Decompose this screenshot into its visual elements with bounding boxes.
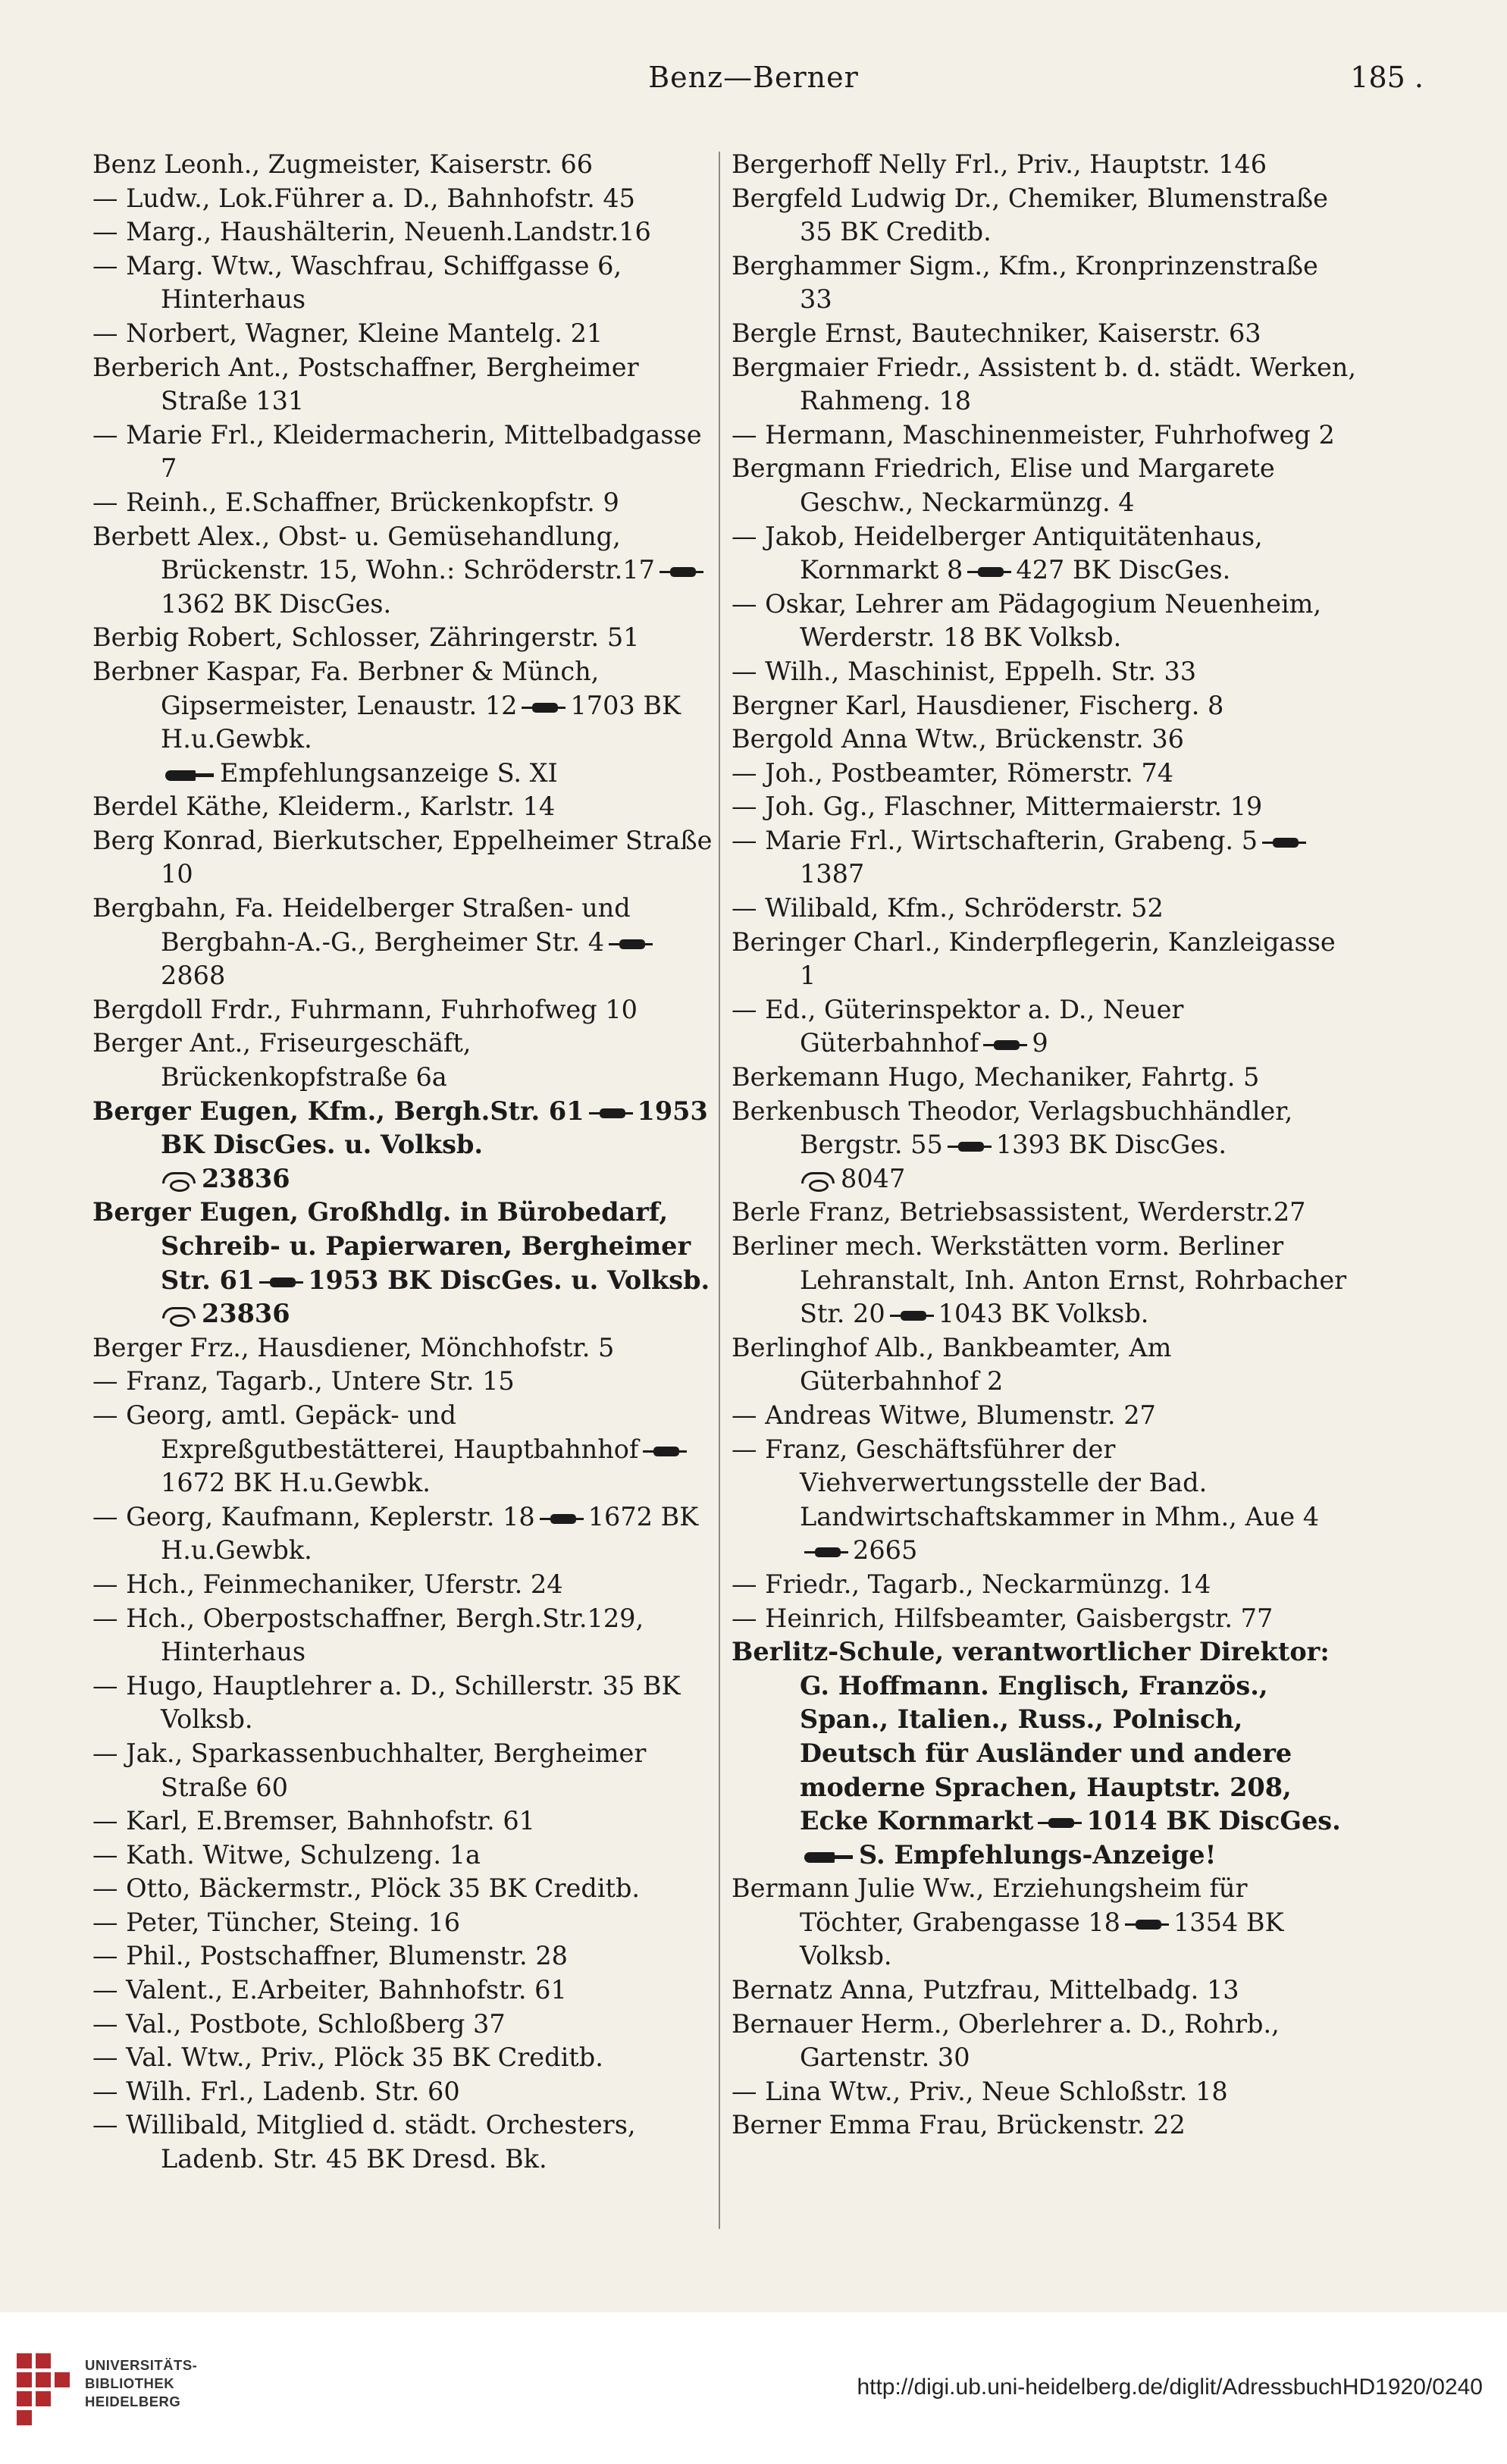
entry-text: — Valent., E.Arbeiter, Bahnhofstr. 61 xyxy=(92,1975,567,2005)
entry-text: — Marg. Wtw., Waschfrau, Schiffgasse 6, Hinterhaus xyxy=(92,250,622,315)
directory-entry xyxy=(92,892,718,993)
entry-phone: 1043 BK Volksb. xyxy=(938,1299,1149,1329)
entry-text: — Hugo, Hauptlehrer a. D., Schillerstr. 35 BK Volksb. xyxy=(92,1670,681,1735)
directory-entry xyxy=(92,486,718,520)
entry-text: Berbett Alex., Obst- u. Gemüsehandlung, Brückenstr. 15, Wohn.: Schröderstr.17 xyxy=(92,521,655,585)
directory-entry xyxy=(732,1602,1357,1636)
directory-entry xyxy=(732,2008,1357,2075)
entry-text: Berliner mech. Werkstätten vorm. Berliner Lehranstalt, Inh. Anton Ernst, Rohrbacher Str. 20 xyxy=(732,1231,1347,1329)
directory-entry xyxy=(732,317,1357,351)
directory-entry xyxy=(732,1061,1357,1095)
entry-text: — Otto, Bäckermstr., Plöck 35 BK Creditb. xyxy=(92,1873,641,1904)
entry-text: Bergbahn, Fa. Heidelberger Straßen- und Bergbahn-A.-G., Bergheimer Str. 4 xyxy=(92,893,631,957)
entry-text: Bernauer Herm., Oberlehrer a. D., Rohrb., Gartenstr. 30 xyxy=(732,2008,1280,2073)
entry-text: — Norbert, Wagner, Kleine Mantelg. 21 xyxy=(92,318,603,348)
entry-text: — Kath. Witwe, Schulzeng. 1a xyxy=(92,1839,481,1870)
telephone-symbol-icon xyxy=(1125,1917,1169,1932)
entry-text: — Joh., Postbeamter, Römerstr. 74 xyxy=(732,757,1174,788)
entry-text: Bergmaier Friedr., Assistent b. d. städt. Werken, Rahmeng. 18 xyxy=(732,352,1357,416)
directory-entry xyxy=(92,1196,718,1331)
directory-entry xyxy=(92,2008,718,2042)
directory-entry xyxy=(732,993,1357,1061)
entry-text: Bergle Ernst, Bautechniker, Kaiserstr. 63 xyxy=(732,318,1261,348)
telephone-symbol-icon xyxy=(660,564,703,579)
directory-entry xyxy=(92,2041,718,2075)
entry-phone: 2665 xyxy=(853,1535,918,1566)
handset-icon xyxy=(800,1171,835,1190)
entry-text: — Andreas Witwe, Blumenstr. 27 xyxy=(732,1400,1156,1430)
entry-text: — Franz, Tagarb., Untere Str. 15 xyxy=(92,1366,515,1397)
directory-entry xyxy=(92,1568,718,1602)
entry-text: Berghammer Sigm., Kfm., Kronprinzenstraße 33 xyxy=(732,250,1318,315)
entry-phone: 1703 BK H.u.Gewbk. xyxy=(161,690,681,754)
entry-text: — Hermann, Maschinenmeister, Fuhrhofweg 2 xyxy=(732,419,1335,450)
directory-entry xyxy=(732,1973,1357,2008)
directory-entry xyxy=(92,215,718,249)
telephone-symbol-icon xyxy=(948,1139,992,1154)
directory-entry xyxy=(732,655,1357,689)
entry-text: Berger Eugen, Großhdlg. in Bürobedarf, Schreib- u. Papierwaren, Bergheimer Str. 61 xyxy=(92,1197,691,1295)
telephone-symbol-icon xyxy=(609,936,653,951)
entry-text: — Georg, Kaufmann, Keplerstr. 18 xyxy=(92,1501,535,1531)
entry-text: — Franz, Geschäftsführer der Viehverwertungsstelle der Bad. Landwirtschaftskammer in Mhm., Aue 4 xyxy=(732,1434,1320,1531)
directory-entry xyxy=(92,2075,718,2109)
entry-text: Bergmann Friedrich, Elise und Margarete Geschw., Neckarmünzg. 4 xyxy=(732,453,1275,517)
directory-entry xyxy=(92,1500,718,1568)
telephone-symbol-icon xyxy=(967,564,1011,579)
directory-entry xyxy=(92,1399,718,1500)
directory-entry xyxy=(732,520,1357,588)
directory-entry xyxy=(732,689,1357,723)
directory-entry xyxy=(92,351,718,419)
entry-text: — Val., Postbote, Schloßberg 37 xyxy=(92,2008,506,2039)
entry-text: — Wilibald, Kfm., Schröderstr. 52 xyxy=(732,893,1164,923)
entry-text: Bernatz Anna, Putzfrau, Mittelbadg. 13 xyxy=(732,1975,1239,2005)
entry-text: Bergfeld Ludwig Dr., Chemiker, Blumenstraße 35 BK Creditb. xyxy=(732,183,1329,247)
entry-text: Berger Eugen, Kfm., Bergh.Str. 61 xyxy=(92,1096,584,1126)
directory-entry xyxy=(732,351,1357,419)
entry-text: Berberich Ant., Postschaffner, Bergheimer Straße 131 xyxy=(92,352,639,416)
entry-text: — Karl, E.Bremser, Bahnhofstr. 61 xyxy=(92,1806,535,1836)
entry-phone: 1387 xyxy=(800,859,865,889)
page-number: 185 . xyxy=(1350,61,1424,94)
directory-entry xyxy=(732,824,1357,892)
entry-text: — Val. Wtw., Priv., Plöck 35 BK Creditb. xyxy=(92,2042,603,2073)
entry-text: Berbig Robert, Schlosser, Zähringerstr. 51 xyxy=(92,622,640,653)
running-head: Benz—Berner xyxy=(648,61,859,94)
entry-phone: 1014 BK DiscGes. xyxy=(1086,1806,1341,1836)
entry-text: — Oskar, Lehrer am Pädagogium Neuenheim, Werderstr. 18 BK Volksb. xyxy=(732,588,1322,653)
directory-entry xyxy=(92,824,718,892)
source-url-link[interactable]: http://digi.ub.uni-heidelberg.de/diglit/AdressbuchHD1920/0240 xyxy=(857,2375,1483,2400)
entry-text: Berle Franz, Betriebsassistent, Werderstr.27 xyxy=(732,1197,1306,1227)
library-name: UNIVERSITÄTS- BIBLIOTHEK HEIDELBERG xyxy=(85,2357,198,2409)
entry-text: — Heinrich, Hilfsbeamter, Gaisbergstr. 77 xyxy=(732,1603,1274,1633)
entry-phone: 1953 BK DiscGes. u. Volksb. xyxy=(308,1265,710,1295)
entry-text: — Friedr., Tagarb., Neckarmünzg. 14 xyxy=(732,1569,1211,1599)
directory-entry xyxy=(92,1973,718,2008)
entry-text: Berlitz-Schule, verantwortlicher Direktor: G. Hoffmann. Englisch, Französ., Span., Italien., Russ., Polnisch, Deutsch für Ausländer und andere moderne Sprachen, Hauptstr. 208, Ecke Kornmarkt xyxy=(732,1637,1330,1836)
entry-text: — Georg, amtl. Gepäck- und Expreßgutbestätterei, Hauptbahnhof xyxy=(92,1400,639,1464)
telephone-symbol-icon xyxy=(522,700,566,715)
pointing-hand-icon xyxy=(161,765,214,785)
entry-text: Berg Konrad, Bierkutscher, Eppelheimer Straße 10 xyxy=(92,825,713,889)
entry-text: — Marie Frl., Kleidermacherin, Mittelbadgasse 7 xyxy=(92,419,702,484)
directory-entry xyxy=(92,148,718,182)
directory-entry xyxy=(732,926,1357,993)
directory-entry xyxy=(732,1433,1357,1568)
directory-entry xyxy=(92,1804,718,1839)
entry-phone: 9 xyxy=(1032,1028,1048,1058)
directory-entry xyxy=(92,1331,718,1365)
entry-text: — Hch., Oberpostschaffner, Bergh.Str.129, Hinterhaus xyxy=(92,1603,644,1667)
telephone-symbol-icon xyxy=(589,1105,633,1121)
telephone-symbol-icon xyxy=(1038,1815,1082,1830)
entry-text: Bergold Anna Wtw., Brückenstr. 36 xyxy=(732,724,1184,754)
directory-entry xyxy=(92,993,718,1027)
telephone-symbol-icon xyxy=(259,1274,303,1290)
entry-phone: 1953 BK DiscGes. u. Volksb. xyxy=(161,1096,708,1160)
entry-text: Berkenbusch Theodor, Verlagsbuchhändler, Bergstr. 55 xyxy=(732,1096,1293,1160)
directory-entry xyxy=(92,520,718,622)
entry-phone: 1672 BK H.u.Gewbk. xyxy=(161,1501,699,1566)
directory-entry xyxy=(732,452,1357,519)
entry-text: Beringer Charl., Kinderpflegerin, Kanzleigasse 1 xyxy=(732,926,1336,991)
directory-entry xyxy=(92,1095,718,1196)
directory-entry xyxy=(92,249,718,317)
directory-entry xyxy=(92,2108,718,2176)
directory-entry xyxy=(732,148,1357,182)
entry-phone: 1393 BK DiscGes. xyxy=(995,1130,1227,1160)
telephone-symbol-icon xyxy=(643,1444,687,1459)
entry-tel: 8047 xyxy=(841,1163,906,1193)
entry-text: Berger Frz., Hausdiener, Mönchhofstr. 5 xyxy=(92,1332,615,1362)
entry-text: — Jak., Sparkassenbuchhalter, Bergheimer Straße 60 xyxy=(92,1738,647,1802)
directory-entry xyxy=(732,419,1357,453)
directory-entry xyxy=(92,1737,718,1804)
telephone-symbol-icon xyxy=(1262,835,1306,850)
directory-entry xyxy=(92,1872,718,1906)
directory-entry xyxy=(92,1602,718,1669)
entry-text: — Jakob, Heidelberger Antiquitätenhaus, Kornmarkt 8 xyxy=(732,521,1263,585)
directory-entry xyxy=(92,1839,718,1873)
directory-entry xyxy=(92,182,718,216)
directory-entry xyxy=(732,2108,1357,2143)
entry-text: — Reinh., E.Schaffner, Brückenkopfstr. 9 xyxy=(92,487,619,517)
directory-entry xyxy=(92,419,718,486)
column-divider xyxy=(719,152,720,2229)
telephone-symbol-icon xyxy=(890,1308,934,1323)
directory-entry xyxy=(92,1906,718,1940)
entry-reference: S. Empfehlungs-Anzeige! xyxy=(859,1839,1217,1870)
entry-text: Berlinghof Alb., Bankbeamter, Am Güterbahnhof 2 xyxy=(732,1332,1172,1397)
entry-text: — Wilh. Frl., Ladenb. Str. 60 xyxy=(92,2076,460,2106)
entry-phone: 427 BK DiscGes. xyxy=(1016,555,1231,585)
handset-icon xyxy=(161,1306,196,1325)
directory-entry xyxy=(732,757,1357,791)
directory-entry xyxy=(732,1196,1357,1230)
entry-text: Bergerhoff Nelly Frl., Priv., Hauptstr. 146 xyxy=(732,149,1267,179)
entry-phone: 1354 BK Volksb. xyxy=(800,1907,1284,1971)
entry-text: Berkemann Hugo, Mechaniker, Fahrtg. 5 xyxy=(732,1062,1260,1092)
directory-entry xyxy=(732,1872,1357,1973)
directory-entry xyxy=(92,621,718,655)
footer-bar xyxy=(0,2312,1507,2464)
entry-text: Bermann Julie Ww., Erziehungsheim für Töchter, Grabengasse 18 xyxy=(732,1873,1248,1937)
entry-text: Berbner Kaspar, Fa. Berbner & Münch, Gipsermeister, Lenaustr. 12 xyxy=(92,656,600,720)
entry-text: — Ludw., Lok.Führer a. D., Bahnhofstr. 45 xyxy=(92,183,635,213)
directory-entry xyxy=(92,1027,718,1094)
telephone-symbol-icon xyxy=(804,1544,848,1560)
entry-text: Berdel Käthe, Kleiderm., Karlstr. 14 xyxy=(92,792,556,822)
entry-phone: 2868 xyxy=(161,961,226,991)
directory-entry xyxy=(732,1230,1357,1331)
entry-text: Berner Emma Frau, Brückenstr. 22 xyxy=(732,2110,1186,2140)
entry-text: — Peter, Tüncher, Steing. 16 xyxy=(92,1907,461,1937)
entry-text: — Phil., Postschaffner, Blumenstr. 28 xyxy=(92,1941,568,1971)
entry-text: — Ed., Güterinspektor a. D., Neuer Güterbahnhof xyxy=(732,994,1184,1058)
directory-entry xyxy=(92,655,718,790)
entry-text: Bergner Karl, Hausdiener, Fischerg. 8 xyxy=(732,690,1224,720)
entry-text: — Joh. Gg., Flaschner, Mittermaierstr. 19 xyxy=(732,792,1263,822)
directory-entry xyxy=(732,249,1357,317)
page-header xyxy=(0,61,1507,114)
pointing-hand-icon xyxy=(800,1847,853,1867)
entry-text: — Wilh., Maschinist, Eppelh. Str. 33 xyxy=(732,656,1197,686)
directory-entry xyxy=(92,1365,718,1399)
directory-entry xyxy=(732,790,1357,824)
directory-entry xyxy=(732,1331,1357,1399)
entry-text: — Willibald, Mitglied d. städt. Orchesters, Ladenb. Str. 45 BK Dresd. Bk. xyxy=(92,2110,636,2174)
entry-text: — Lina Wtw., Priv., Neue Schloßstr. 18 xyxy=(732,2076,1228,2106)
entry-tel: 23836 xyxy=(202,1163,290,1193)
directory-entry xyxy=(732,723,1357,757)
entry-phone: 1672 BK H.u.Gewbk. xyxy=(161,1468,431,1498)
directory-entry xyxy=(732,892,1357,926)
entry-phone: 1362 BK DiscGes. xyxy=(161,588,392,619)
directory-entry xyxy=(732,1635,1357,1872)
directory-entry xyxy=(92,790,718,824)
directory-entry xyxy=(732,1568,1357,1602)
directory-entry xyxy=(92,317,718,351)
directory-entry xyxy=(732,1095,1357,1196)
entry-text: — Marg., Haushälterin, Neuenh.Landstr.16 xyxy=(92,217,651,247)
entry-reference: Empfehlungsanzeige S. XI xyxy=(220,757,558,788)
entry-text: Benz Leonh., Zugmeister, Kaiserstr. 66 xyxy=(92,149,594,179)
entry-text: Berger Ant., Friseurgeschäft, Brückenkopfstraße 6a xyxy=(92,1028,472,1092)
directory-entry xyxy=(732,2075,1357,2109)
handset-icon xyxy=(161,1171,196,1190)
telephone-symbol-icon xyxy=(983,1037,1027,1052)
entry-tel: 23836 xyxy=(202,1299,290,1329)
entry-text: Bergdoll Frdr., Fuhrmann, Fuhrhofweg 10 xyxy=(92,994,638,1024)
directory-entry xyxy=(732,588,1357,655)
entry-text: — Marie Frl., Wirtschafterin, Grabeng. 5 xyxy=(732,825,1258,855)
library-logo-icon xyxy=(17,2353,70,2426)
directory-entry xyxy=(92,1669,718,1737)
entry-text: — Hch., Feinmechaniker, Uferstr. 24 xyxy=(92,1569,563,1599)
directory-entry xyxy=(732,182,1357,249)
directory-entry xyxy=(92,1939,718,1973)
telephone-symbol-icon xyxy=(540,1511,584,1526)
directory-entry xyxy=(732,1399,1357,1433)
left-column xyxy=(92,148,718,2177)
right-column xyxy=(732,148,1357,2143)
